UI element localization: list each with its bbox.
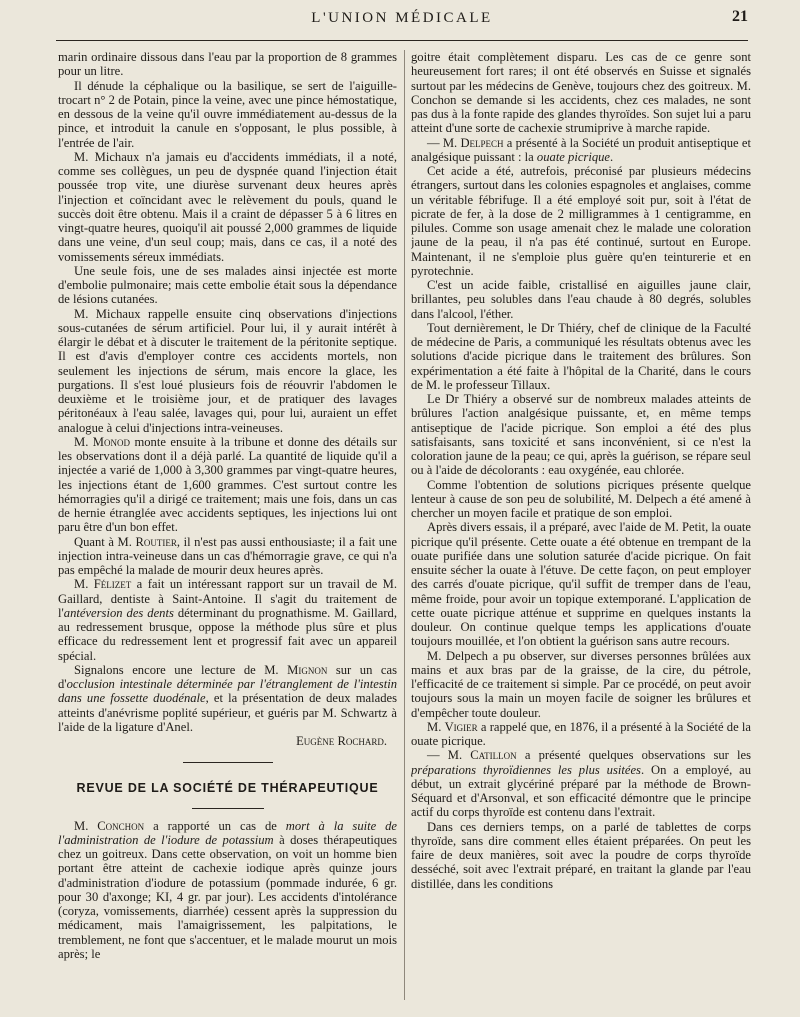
running-title: L'UNION MÉDICALE [311, 10, 493, 26]
paragraph-text: , et la présentation de deux malades atteints d'anévrisme poplité supérieur, et guéris par M. Schwartz à l'aide de la ligature d'Anel. [58, 691, 397, 734]
section-title: REVUE DE LA SOCIÉTÉ DE THÉRAPEUTIQUE [76, 781, 379, 796]
paragraph-text: a rappelé que, en 1876, il a présenté à la Société de la ouate picrique. [411, 719, 751, 748]
header-rule [56, 40, 748, 41]
paragraph: M. Michaux n'a jamais eu d'accidents immédiats, il a noté, comme ses collègues, un peu de dyspnée quand l'injection était poussée trop vite, une diurèse survenant deux heures après l'injection et coïncidant avec le relèvement du pouls, quand le succès doit être obtenu. Mais il a craint de dépasser 5 à 6 litres en vingt-quatre heures, quoiqu'il ait poussé 2,000 grammes de liquide dans une veine, d'un seul coup; mais, dans ce cas, il a noté des vomissements séreux immédiats. [58, 149, 397, 264]
author-name: Routier [135, 534, 177, 549]
author-name: Delpech [460, 135, 504, 150]
paragraph: Dans ces derniers temps, on a parlé de tablettes de corps thyroïde, sans dire comment elles étaient préparées. On peut les faire de deux manières, soit avec la poudre de corps thyroïde desséché, soit avec l'extrait préparé, en traitant la glande par l'eau distillée, dans les conditions [411, 819, 751, 891]
paragraph [411, 748, 751, 819]
paragraph-text: M. [427, 719, 445, 734]
paragraph-text: a présenté quelques observations sur les [516, 748, 751, 763]
author-name: M. Monod [74, 434, 130, 449]
paragraph-text: sur un cas d' [58, 662, 397, 691]
paragraph-text: . On a employé, au début, un extrait glycériné préparé par la méthode de Brown-Séquard et d'Arsonval, et son efficacité démontre que le principe actif du corps thyroïde est contenu dans l'extrait. [411, 762, 751, 820]
paragraph-text: — M. [427, 135, 461, 150]
paragraph: goitre était complètement disparu. Les cas de ce genre sont heureusement fort rares; il ont été observés en Suisse et signalés surtout par les médecins de Genève, toujours chez des goitreux. M. Conchon se demande si les accidents, chez ces malades, ne sont pas dus à la fonte rapide des glandes thyroïdes. Son sujet lui a paru atteint d'une sorte de cachexie strumiprive à marche rapide. [411, 50, 751, 136]
paragraph [58, 663, 397, 734]
paragraph-text: , il n'est pas aussi enthousiaste; il a fait une injection intra-veineuse dans un cas d'hémorragie grave, ce qui n'a pas empêché la malade de mourir deux heures après. [58, 534, 397, 577]
page-number: 21 [732, 8, 748, 25]
author-name: M. Félizet [74, 577, 132, 592]
author-name: Mignon [287, 662, 328, 677]
paragraph: M. Michaux rappelle ensuite cinq observations d'injections sous-cutanées de sérum artificiel. Pour lui, il y aurait intérêt à élargir le débat et à discuter le traitement de la péritonite septique. Il est d'avis d'employer contre ces accidents mortels, non seulement les injections de sérum, mais encore la glace, les purgations. Il s'est loué plusieurs fois de réouvrir l'abdomen le deuxième et le troisième jour, et de pratiquer des lavages péritonéaux à l'eau salée, lavages qui, pour lui, auraient un effet analogue à celui d'injections intra-veineuses. [58, 306, 397, 435]
signature: Eugène Rochard. [296, 734, 387, 748]
author-name: Conchon [97, 818, 145, 833]
section-rule [192, 808, 264, 809]
paragraph: Cet acide a été, autrefois, préconisé par plusieurs médecins étrangers, surtout dans les colonies espagnoles et anglaises, comme un véritable fébrifuge. Il a été employé soit pur, soit à l'état de picrate de fer, à la dose de 2 milligrammes à 1 centigramme, en pilules. Comme son usage amenait chez le malade une coloration jaune de la peau, il n'a pas été continué, surtout en Europe. Maintenant, il ne s'emploie plus guère qu'en teinturerie et en pyrotechnie. [411, 164, 751, 278]
section-rule [183, 762, 273, 763]
author-name: Vigier [444, 719, 478, 734]
emphasis: préparations thyroïdiennes les plus usitées [411, 762, 641, 777]
paragraph-text: — M. [427, 748, 471, 763]
paragraph-text: a fait un intéressant rapport sur un travail de M. Gaillard, dentiste à Saint-Antoine. Il s'agit du traitement de l' [58, 577, 397, 620]
paragraph: Après divers essais, il a préparé, avec l'aide de M. Petit, la ouate picrique qu'il présente. Cette ouate a été obtenue en trempant de la ouate purifiée dans une solution saturée d'acide picrique. On fait ensuite sécher la ouate à l'étuve. De cette façon, on peut employer des carrés d'ouate picrique, qu'il suffit de tremper dans de l'eau, même froide, pour avoir un topique extemporané. L'application de cette ouate picrique atténue et supprime en quelques instants la douleur. On continue quelque temps les applications d'ouate toujours mouillée, et l'on obtient la guérison sans autre recours. [411, 520, 751, 649]
paragraph-text: à doses thérapeutiques chez un goitreux. Dans cette observation, on voit un homme bien portant être atteint de cachexie iodique après quinze jours d'administration d'iodure de potassium (pommade indurée, 6 gr. pour 30 d'axonge; KI, 4 gr. par jour). Les accidents d'intolérance (coryza, vomissements, diarrhée) cessent après la suppression du médicament, mais l'amaigrissement, les palpitations, le tremblement, ne font que s'accentuer, et le malade mourut un mois après; le [58, 832, 397, 961]
page-header [56, 6, 748, 32]
paragraph: M. Delpech a pu observer, sur diverses personnes brûlées aux mains et aux bras par de la graisse, de la cire, du pétrole, l'efficacité de ce traitement si simple. Par ce procédé, on peut avoir toujours sous la main un moyen facile de soigner les brûlures et d'empêcher toute douleur. [411, 648, 751, 720]
paragraph: Tout dernièrement, le Dr Thiéry, chef de clinique de la Faculté de médecine de Paris, a communiqué les résultats obtenus avec les solutions d'acide picrique dans le traitement des brûlures. Son expérimentation a été faite à l'hôpital de la Charité, dans le cours de M. le professeur Tillaux. [411, 320, 751, 392]
emphasis: ouate picrique [536, 149, 611, 164]
paragraph: Il dénude la céphalique ou la basilique, se sert de l'aiguille-trocart n° 2 de Potain, pince la veine, avec une pince hémostatique, en dessous de la veine qu'il ouvre immédiatement au-dessus de la pince, et introduit la canule en s'opposant, le plus possible, à l'entrée de l'air. [58, 78, 397, 150]
paragraph: marin ordinaire dissous dans l'eau par la proportion de 8 grammes pour un litre. [58, 50, 397, 79]
paragraph: Comme l'obtention de solutions picriques présente quelque lenteur à cause de son peu de solubilité, M. Delpech a été amené à chercher un moyen facile et pratique de son emploi. [411, 477, 751, 520]
column-divider [404, 50, 405, 1000]
paragraph [411, 136, 751, 165]
left-column [58, 50, 397, 1000]
paragraph: Le Dr Thiéry a observé sur de nombreux malades atteints de brûlures l'action analgésique puissante, et, en même temps antiseptique de l'acide picrique. Son emploi a été des plus satisfaisants, sans toxicité et sans inconvénient, si ce n'est la coloration jaune de la peau; ce qui, après la guérison, se répare seul ou à l'aide de décolorants : eau oxygénée, eau chlorée. [411, 392, 751, 478]
paragraph [58, 819, 397, 962]
emphasis: antéversion des dents [63, 605, 174, 620]
paragraph [411, 720, 751, 749]
paragraph: Une seule fois, une de ses malades ainsi injectée est morte d'embolie pulmonaire; mais cette embolie était sous la dépendance de lésions cutanées. [58, 263, 397, 307]
right-column [411, 50, 751, 1000]
paragraph-text: Quant à M. [74, 534, 136, 549]
emphasis: mort à la suite de l'administration de l'iodure de potassium [58, 818, 397, 847]
paragraph-text: déterminant du prognathisme. M. Gaillard, au redressement brusque, oppose la méthode plus sûre et plus efficace du redressement lent et progressif fait avec un appareil spécial. [58, 605, 397, 663]
paragraph [58, 577, 397, 663]
author-name: Catillon [470, 748, 517, 763]
emphasis: occlusion intestinale déterminée par l'étranglement de l'intestin dans une fossette duodénale [58, 677, 397, 706]
paragraph-text: a rapporté un cas de [144, 818, 286, 833]
paragraph-text: M. [74, 818, 98, 833]
paragraph [58, 435, 397, 535]
paragraph-text: monte ensuite à la tribune et donne des détails sur les observations dont il a déjà parlé. La quantité de liquide qu'il a injectée a varié de 1,000 à 3,300 grammes par vingt-quatre heures, les injections étant de 1,600 grammes. C'est surtout contre les hémorragies qu'il a dirigé ce traitement; mais une fois, dans un cas de hernie étranglée avec accidents septiques, les injections lui ont paru être d'un bon effet. [58, 434, 397, 535]
paragraph [58, 535, 397, 578]
paragraph-text: . [610, 149, 614, 164]
paragraph: C'est un acide faible, cristallisé en aiguilles jaune clair, brillantes, peu solubles dans l'eau chaude à 80 degrés, solubles dans l'alcool, l'éther. [411, 278, 751, 321]
paragraph-text: Signalons encore une lecture de M. [74, 662, 288, 677]
paragraph-text: a présenté à la Société un produit antiseptique et analgésique puissant : la [411, 135, 751, 164]
